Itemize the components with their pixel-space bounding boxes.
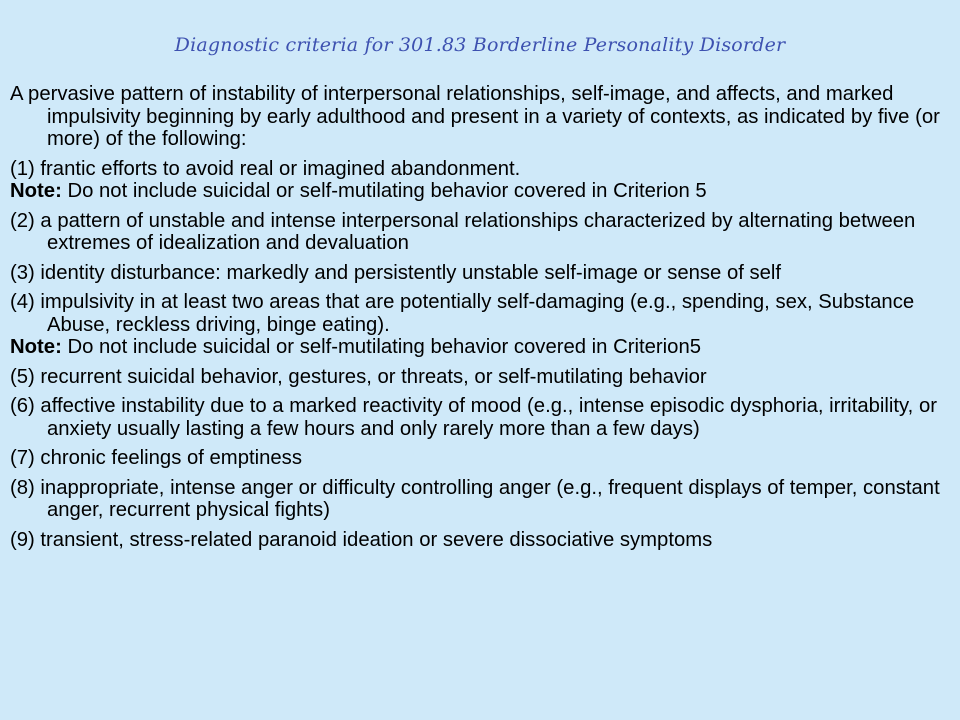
slide-body	[10, 83, 945, 558]
criterion-note	[10, 336, 945, 359]
criterion-2: (2) a pattern of unstable and intense interpersonal relationships characterized by alternating between extremes of idealization and devaluation	[10, 209, 916, 254]
criterion-5: (5) recurrent suicidal behavior, gestures, or threats, or self-mutilating behavior	[10, 365, 707, 388]
note-label: Note:	[10, 180, 62, 202]
criterion-text: (1) frantic efforts to avoid real or imagined abandonment.	[10, 157, 521, 180]
intro-paragraph: A pervasive pattern of instability of interpersonal relationships, self-image, and affects, and marked impulsivity beginning by early adulthood and present in a variety of contexts, as indicated by five (or more) of the following:	[10, 83, 940, 150]
criterion-1	[10, 158, 945, 203]
criterion-3: (3) identity disturbance: markedly and persistently unstable self-image or sense of self	[10, 261, 782, 284]
criterion-4	[10, 291, 945, 359]
criterion-note	[10, 180, 945, 203]
criterion-7: (7) chronic feelings of emptiness	[10, 447, 302, 469]
note-label: Note:	[10, 336, 62, 358]
criterion-text: (4) impulsivity in at least two areas that are potentially self-damaging (e.g., spending, sex, Substance Abuse, reckless driving, binge eating).	[10, 291, 915, 336]
criterion-6: (6) affective instability due to a marked reactivity of mood (e.g., intense episodic dysphoria, irritability, or anxiety usually lasting a few hours and only rarely more than a few days)	[10, 395, 937, 440]
criterion-9: (9) transient, stress-related paranoid ideation or severe dissociative symptoms	[10, 528, 713, 551]
note-text: Do not include suicidal or self-mutilating behavior covered in Criterion5	[61, 336, 702, 358]
criterion-8: (8) inappropriate, intense anger or difficulty controlling anger (e.g., frequent displays of temper, constant anger, recurrent physical fights)	[10, 476, 940, 521]
note-text: Do not include suicidal or self-mutilating behavior covered in Criterion 5	[61, 180, 707, 202]
slide-title: Diagnostic criteria for 301.83 Borderline Personality Disorder	[174, 34, 786, 56]
